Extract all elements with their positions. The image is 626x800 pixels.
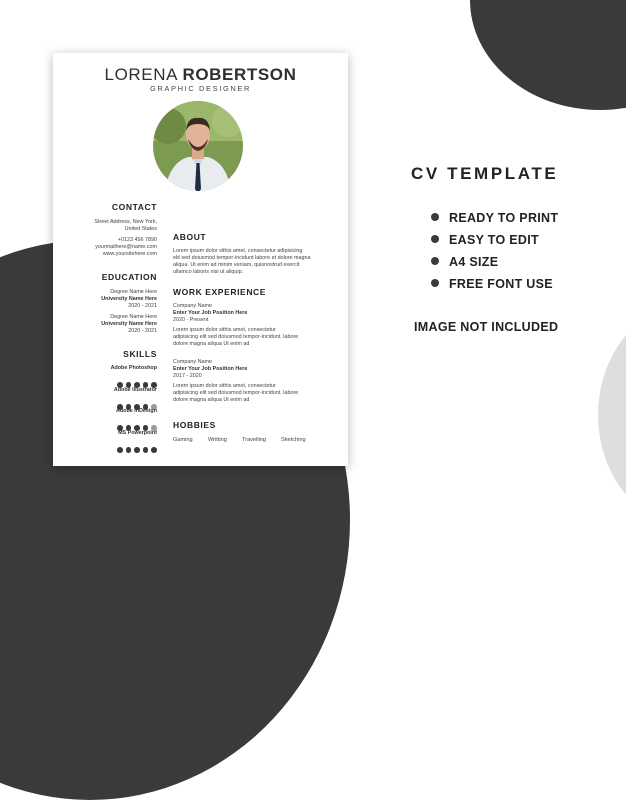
skill-4-rating <box>114 440 157 446</box>
rating-dot <box>134 447 140 453</box>
contact-address-2: United States <box>124 226 157 232</box>
skill-1-name: Adobe Photoshop <box>110 365 157 371</box>
contact-phone: +0123 456 7890 <box>117 237 157 243</box>
promo-note: IMAGE NOT INCLUDED <box>414 320 559 334</box>
job-2-position: Enter Your Job Position Here <box>173 366 248 372</box>
hobbies-heading: HOBBIES <box>173 420 216 430</box>
skill-1-rating <box>114 375 157 381</box>
contact-heading: CONTACT <box>111 202 157 212</box>
edu-2-school: University Name Here <box>101 321 157 327</box>
about-heading: ABOUT <box>173 232 207 242</box>
contact-website: www.yoursitehere.com <box>102 251 157 257</box>
edu-2-years: 2020 - 2021 <box>128 328 157 334</box>
about-line-4: ullamco laboris nisi ut aliquip. <box>173 269 244 275</box>
edu-2-degree: Degree Name Here <box>110 314 157 320</box>
contact-email: yourmailhere@name.com <box>95 244 157 250</box>
contact-address-1: Street Address, New York, <box>94 219 157 225</box>
last-name: ROBERTSON <box>182 65 297 84</box>
rating-dot <box>151 447 157 453</box>
edu-1-years: 2020 - 2021 <box>128 303 157 309</box>
promo-title: CV TEMPLATE <box>411 164 559 183</box>
profile-photo <box>153 101 243 191</box>
hobby-2: Writting <box>208 437 227 443</box>
job-2-years: 2017 - 2020 <box>173 373 202 379</box>
bullet-icon <box>431 235 439 243</box>
education-heading: EDUCATION <box>101 272 157 282</box>
job-1-desc-1: Lorem ipsum dolor sithis amet, consectetur <box>173 327 276 333</box>
work-heading: WORK EXPERIENCE <box>173 287 267 297</box>
cv-role: GRAPHIC DESIGNER <box>149 84 252 93</box>
portrait-image <box>153 101 243 191</box>
about-line-1: Lorem ipsum dolor sithis amet, consectetur adipisicing <box>173 248 303 254</box>
job-2-desc-1: Lorem ipsum dolor sithis amet, consectetur <box>173 383 276 389</box>
skill-3-rating <box>114 418 157 424</box>
skill-2-name: Adobe Illustrator <box>113 387 157 393</box>
feature-4 <box>431 277 553 291</box>
job-1-position: Enter Your Job Position Here <box>173 310 248 316</box>
rating-dot <box>126 447 132 453</box>
job-1-desc-3: dolore magna aliqua Ut enim ad <box>173 341 250 347</box>
feature-3 <box>431 255 498 269</box>
feature-2-label: EASY TO EDIT <box>449 233 539 247</box>
job-1-desc-2: adipisicing elit sed doiusmod tempor-incidunt. labore <box>173 334 299 340</box>
hobby-4: Sketching <box>281 437 306 443</box>
hobby-1: Gaming <box>173 437 193 443</box>
feature-1-label: READY TO PRINT <box>449 211 559 225</box>
hobby-3: Travelling <box>242 437 267 443</box>
about-line-3: aliqua. Ut enim ad minim veniam, quisnostrud exercit <box>173 262 300 268</box>
feature-4-label: FREE FONT USE <box>449 277 553 291</box>
skill-4-name: MS Powerpoint <box>118 430 157 436</box>
skill-2-rating <box>114 397 157 403</box>
bullet-icon <box>431 257 439 265</box>
about-line-2: elit sed doiusmod tempor-incidunt labore et dolore magna <box>173 255 311 261</box>
first-name: LORENA <box>104 65 178 84</box>
edu-1-degree: Degree Name Here <box>110 289 157 295</box>
job-2-desc-2: adipisicing elit sed doiusmod tempor-incidunt. labore <box>173 390 299 396</box>
light-circle-right <box>598 300 626 530</box>
skills-heading: SKILLS <box>123 349 157 359</box>
feature-2 <box>431 233 539 247</box>
feature-1 <box>431 211 558 225</box>
bullet-icon <box>431 213 439 221</box>
feature-3-label: A4 SIZE <box>449 255 499 269</box>
rating-dot <box>117 447 123 453</box>
job-1-years: 2020 - Present <box>173 317 209 323</box>
cv-paper <box>53 53 348 466</box>
job-2-company: Company Name <box>173 359 212 365</box>
dark-circle-top-right <box>470 0 626 110</box>
job-1-company: Company Name <box>173 303 212 309</box>
skill-3-name: Adobe InDesign <box>115 408 157 414</box>
cv-name <box>53 65 348 85</box>
rating-dot <box>143 447 149 453</box>
edu-1-school: University Name Here <box>101 296 157 302</box>
job-2-desc-3: dolore magna aliqua Ut enim ad <box>173 397 250 403</box>
bullet-icon <box>431 279 439 287</box>
